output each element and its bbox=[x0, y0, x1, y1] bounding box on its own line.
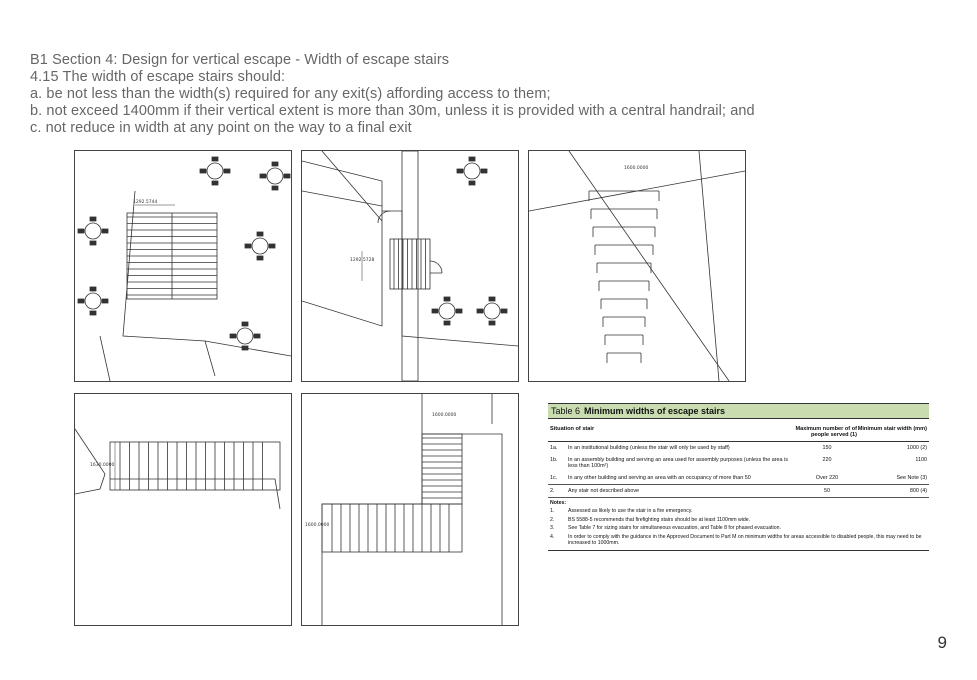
round-table-icon bbox=[245, 232, 275, 260]
round-table-icon bbox=[200, 157, 230, 185]
row-people: Over 220 bbox=[815, 475, 839, 481]
round-table-icon bbox=[260, 162, 290, 190]
row-description: Any stair not described above bbox=[568, 488, 640, 494]
note-number: 1. bbox=[550, 508, 555, 514]
stair-plan-1 bbox=[75, 151, 291, 381]
heading-line-2: 4.15 The width of escape stairs should: bbox=[30, 69, 286, 85]
column-header-width: Minimum stair width (mm) bbox=[857, 426, 927, 432]
row-number: 1b. bbox=[550, 457, 558, 463]
row-description: In an institutional building (unless the stair will only be used by staff) bbox=[568, 445, 730, 451]
drawing-panel-5 bbox=[301, 393, 519, 626]
row-width: 1000 (2) bbox=[906, 445, 927, 451]
row-number: 1a. bbox=[550, 445, 558, 451]
stair-plan-2 bbox=[302, 151, 518, 381]
row-description: In any other building and serving an area with an occupancy of more than 50 bbox=[568, 475, 751, 481]
note-item bbox=[550, 508, 927, 514]
column-header-people: Maximum number of of people served (1) bbox=[795, 426, 857, 438]
row-people: 150 bbox=[822, 445, 832, 451]
dimension-label: 1292.5728 bbox=[350, 258, 375, 263]
note-item bbox=[550, 517, 927, 523]
table-row bbox=[548, 472, 929, 485]
row-people: 220 bbox=[822, 457, 832, 463]
row-width: See Note (3) bbox=[896, 475, 927, 481]
dimension-label: 1600.0000 bbox=[624, 166, 649, 171]
note-text: Assessed as likely to use the stair in a fire emergency. bbox=[568, 508, 693, 514]
drawing-panel-3 bbox=[528, 150, 746, 382]
round-table-icon bbox=[78, 217, 108, 245]
column-header-situation: Situation of stair bbox=[550, 426, 595, 432]
dimension-label: 1630.0000 bbox=[90, 463, 115, 468]
dimension-label: 1600.0000 bbox=[432, 413, 457, 418]
row-people: 50 bbox=[824, 488, 830, 494]
drawing-panel-1 bbox=[74, 150, 292, 382]
round-table-icon bbox=[457, 157, 487, 185]
table-title-bar bbox=[548, 403, 929, 419]
page-heading bbox=[30, 52, 950, 137]
table-row bbox=[548, 454, 929, 472]
row-description: In an assembly building and serving an area used for assembly purposes (unless the area is less than 100m²) bbox=[568, 457, 788, 469]
note-number: 4. bbox=[550, 533, 555, 540]
table-row bbox=[548, 485, 929, 498]
note-number: 2. bbox=[550, 516, 555, 523]
stair-plan-5 bbox=[302, 394, 518, 625]
round-table-icon bbox=[477, 297, 507, 325]
heading-line-4: b. not exceed 1400mm if their vertical extent is more than 30m, unless it is provided with a central handrail; and bbox=[30, 103, 755, 119]
row-width: 800 (4) bbox=[909, 488, 927, 494]
note-text: BS 5588-5 recommends that firefighting stairs should be at least 1100mm wide. bbox=[568, 516, 751, 523]
row-width: 1100 bbox=[915, 457, 927, 463]
stair-plan-3 bbox=[529, 151, 745, 381]
table-row bbox=[548, 442, 929, 454]
table-number: Table 6 bbox=[551, 406, 581, 416]
table-title: Minimum widths of escape stairs bbox=[584, 406, 726, 416]
round-table-icon bbox=[78, 287, 108, 315]
round-table-icon bbox=[432, 297, 462, 325]
dimension-label: 1292.5744 bbox=[133, 200, 158, 205]
heading-line-3: a. be not less than the width(s) required for any exit(s) affording access to them; bbox=[30, 86, 551, 102]
widths-table bbox=[548, 403, 929, 551]
stair-plan-4 bbox=[75, 394, 291, 625]
drawing-panel-2 bbox=[301, 150, 519, 382]
row-number: 2. bbox=[550, 488, 555, 494]
heading-line-5: c. not reduce in width at any point on the way to a final exit bbox=[30, 120, 412, 136]
note-item bbox=[550, 525, 927, 531]
dimension-label: 1600.0000 bbox=[305, 523, 330, 528]
page-number: 9 bbox=[937, 633, 947, 652]
table-header-row bbox=[548, 419, 929, 442]
note-text: See Table 7 for sizing stairs for simultaneous evacuation, and Table 8 for phased evacuation. bbox=[568, 525, 781, 531]
note-text: In order to comply with the guidance in the Approved Document to Part M on minimum widths for areas accessible to disabled people, this may need to be increased to 1000mm. bbox=[568, 533, 922, 546]
note-number: 3. bbox=[550, 525, 555, 531]
drawing-panel-4 bbox=[74, 393, 292, 626]
notes-title: Notes: bbox=[550, 500, 567, 506]
table-notes bbox=[548, 498, 929, 551]
row-number: 1c. bbox=[550, 475, 558, 481]
note-item bbox=[550, 534, 927, 546]
heading-line-1: B1 Section 4: Design for vertical escape - Width of escape stairs bbox=[30, 52, 450, 68]
